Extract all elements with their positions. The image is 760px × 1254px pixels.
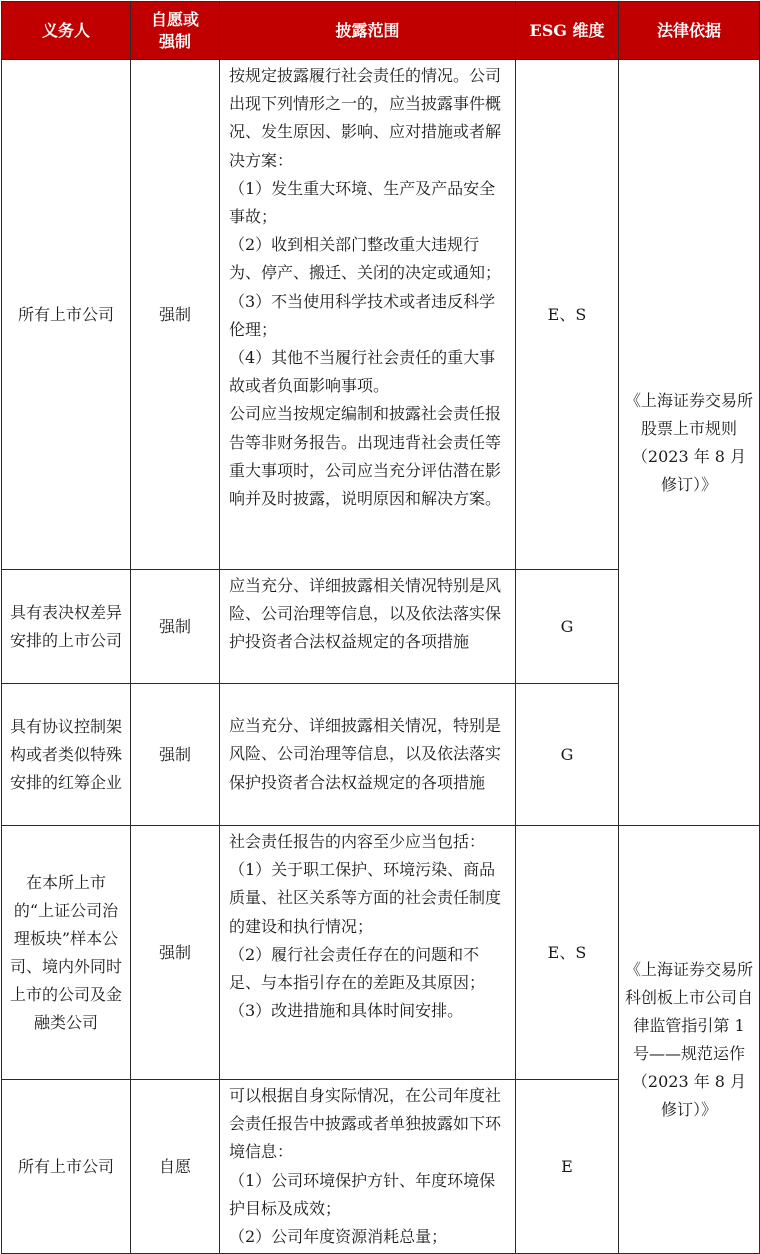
esg-cell: E、S [516, 826, 619, 1080]
legal-basis-cell: 《上海证券交易所股票上市规则（2023 年 8 月修订）》 [619, 60, 760, 826]
scope-cell [220, 826, 516, 1080]
esg-cell: E、S [516, 60, 619, 570]
scope-paragraph: 社会责任报告的内容至少应当包括： [229, 832, 486, 851]
header-row [2, 2, 760, 60]
scope-paragraph: （4）其他不当履行社会责任的重大事故或者负面影响事项。 [229, 348, 496, 396]
scope-paragraph: （2）公司年度资源消耗总量； [229, 1227, 448, 1247]
scope-paragraph: （3）改进措施和具体时间安排。 [229, 1001, 464, 1021]
type-cell: 强制 [131, 60, 220, 570]
scope-paragraph: （1）关于职工保护、环境污染、商品质量、社区关系等方面的社会责任制度的建设和执行情况； [229, 860, 502, 936]
scope-paragraph: 应当充分、详细披露相关情况，特别是风险、公司治理等信息，以及依法落实保护投资者合法权益规定的各项措施 [229, 716, 502, 792]
header-scope: 披露范围 [220, 2, 516, 60]
type-cell: 强制 [131, 826, 220, 1080]
table-row [2, 826, 760, 1080]
scope-paragraph: （2）收到相关部门整改重大违规行为、停产、搬迁、关闭的决定或通知； [229, 235, 502, 283]
header-obligor: 义务人 [2, 2, 131, 60]
scope-paragraph: （3）不当使用科学技术或者违反科学伦理； [229, 291, 496, 339]
esg-cell: G [516, 570, 619, 684]
scope-cell [220, 684, 516, 826]
scope-paragraph: （2）履行社会责任存在的问题和不足、与本指引存在的差距及其原因； [229, 944, 486, 993]
disclosure-table [1, 1, 760, 1254]
scope-cell [220, 60, 516, 570]
esg-cell: E [516, 1080, 619, 1254]
esg-cell: G [516, 684, 619, 826]
scope-paragraph: （1）发生重大环境、生产及产品安全事故； [229, 178, 496, 227]
obligor-cell: 所有上市公司 [2, 1080, 131, 1254]
scope-paragraph: 按规定披露履行社会责任的情况。公司出现下列情形之一的，应当披露事件概况、发生原因、影响、应对措施或者解决方案： [229, 66, 502, 170]
scope-cell [220, 570, 516, 684]
legal-basis-cell: 《上海证券交易所科创板上市公司自律监管指引第 1 号——规范运作（2023 年 8 月修订）》 [619, 826, 760, 1254]
obligor-cell: 具有协议控制架构或者类似特殊安排的红筹企业 [2, 684, 131, 826]
type-cell: 自愿 [131, 1080, 220, 1254]
table-row [2, 60, 760, 570]
scope-paragraph: 可以根据自身实际情况，在公司年度社会责任报告中披露或者单独披露如下环境信息： [229, 1086, 502, 1162]
header-esg: ESG 维度 [516, 2, 619, 60]
type-cell: 强制 [131, 570, 220, 684]
obligor-cell: 具有表决权差异安排的上市公司 [2, 570, 131, 684]
scope-cell [220, 1080, 516, 1254]
scope-paragraph: 公司应当按规定编制和披露社会责任报告等非财务报告。出现违背社会责任等重大事项时，公司应当充分评估潜在影响并及时披露，说明原因和解决方案。 [229, 404, 502, 509]
type-cell: 强制 [131, 684, 220, 826]
obligor-cell: 在本所上市的“上证公司治理板块”样本公司、境内外同时上市的公司及金融类公司 [2, 826, 131, 1080]
scope-paragraph: （1）公司环境保护方针、年度环境保护目标及成效； [229, 1170, 496, 1218]
header-basis: 法律依据 [619, 2, 760, 60]
obligor-cell: 所有上市公司 [2, 60, 131, 570]
header-type: 自愿或 强制 [131, 2, 220, 60]
scope-paragraph: 应当充分、详细披露相关情况特别是风险、公司治理等信息，以及依法落实保护投资者合法权益规定的各项措施 [229, 576, 502, 652]
